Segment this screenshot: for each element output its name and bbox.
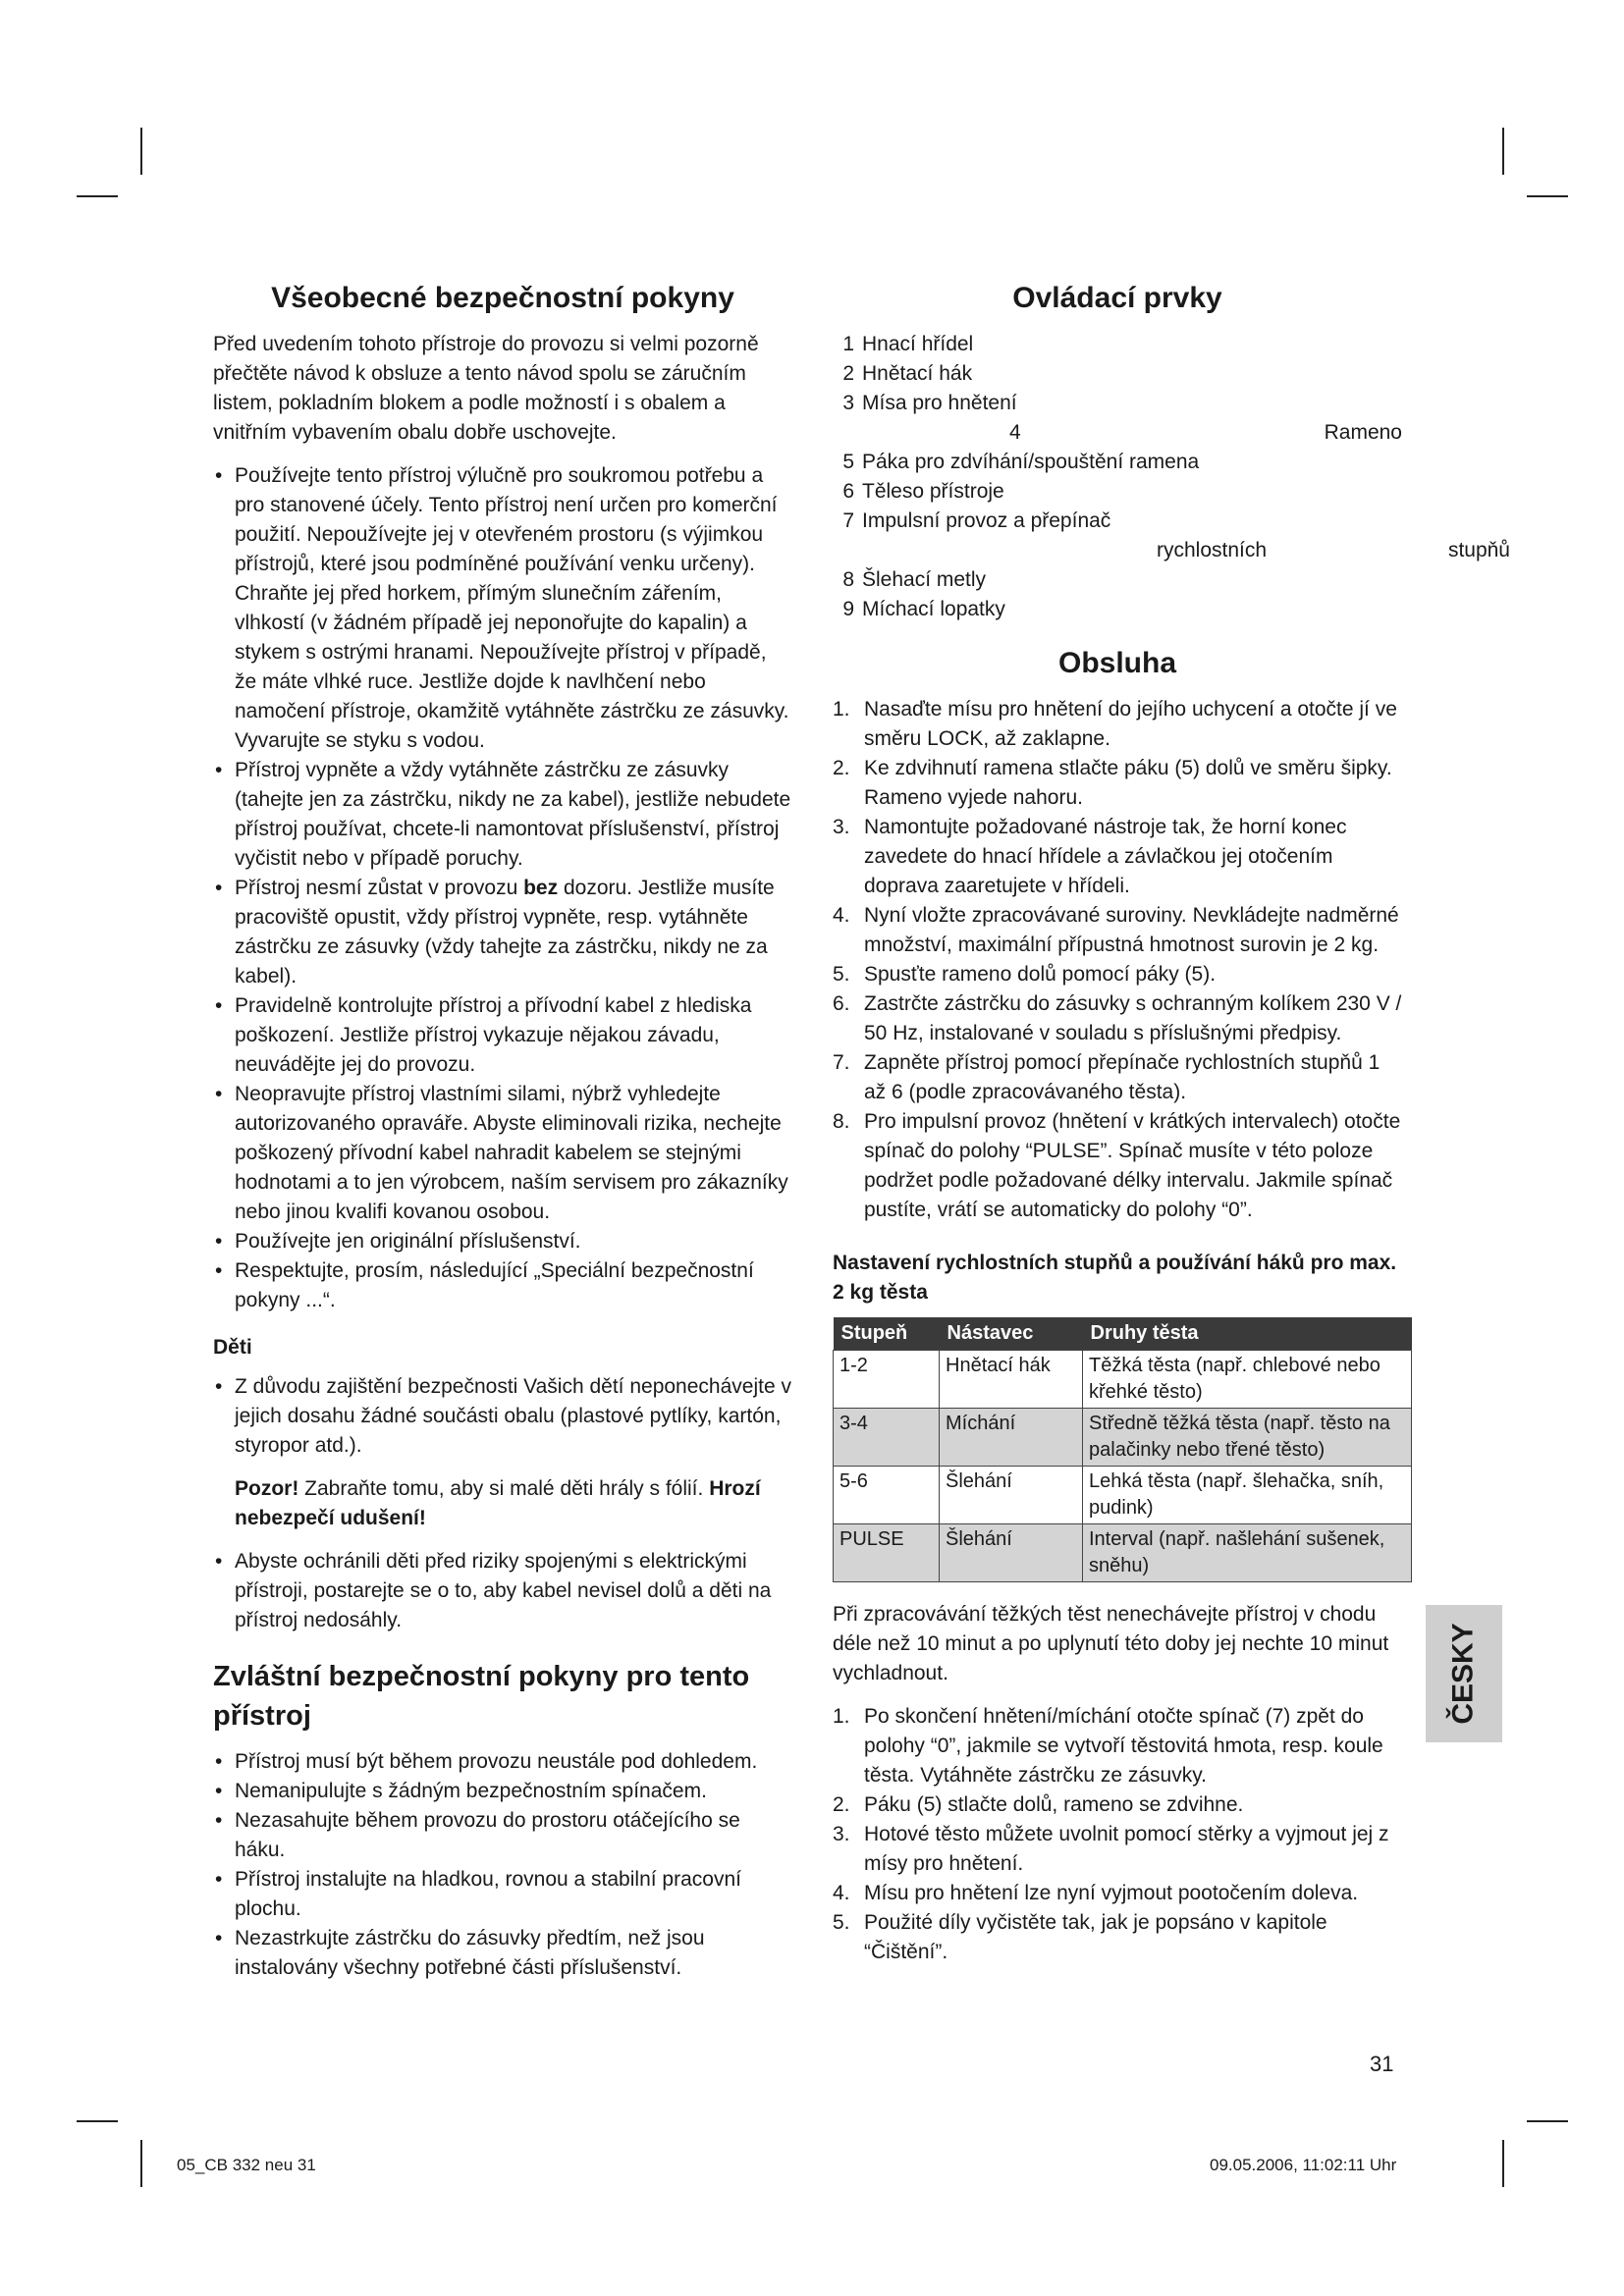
list-item: 5 Páka pro zdvíhání/spouštění ramena — [842, 451, 1200, 473]
list-item: 5. Spusťte rameno dolů pomocí páky (5). — [833, 963, 1217, 986]
table-cell: PULSE — [834, 1524, 940, 1582]
list-item: 3. Namontujte požadované nástroje tak, že horní konec zavedete do hnací hřídele a závlačkou jej otočením doprava zaaretujete v hřídeli. — [833, 816, 1347, 897]
special-safety-heading: Zvláštní bezpečnostní pokyny pro tento přístroj — [213, 1661, 750, 1732]
list-item: • Pravidelně kontrolujte přístroj a přívodní kabel z hlediska poškození. Jestliže přístroj vykazuje nějakou závadu, neuvádějte jej do provozu. — [213, 991, 792, 1080]
list-item: 7 Impulsní provoz a přepínač — [842, 509, 1111, 532]
controls-list — [833, 330, 1510, 624]
list-item: 6. Zastrčte zástrčku do zásuvky s ochranným kolíkem 230 V / 50 Hz, instalované v souladu s příslušnými předpisy. — [833, 992, 1402, 1044]
table-cell: Středně těžká těsta (např. těsto na palačinky nebo třené těsto) — [1083, 1409, 1412, 1467]
operation-steps — [833, 695, 1402, 1225]
general-bullets — [213, 461, 792, 1315]
list-item: 8. Pro impulsní provoz (hnětení v krátkých intervalech) otočte spínač do polohy “PULSE”. Spínač musíte v této poloze podržet podle požadované délky intervalu. Jakmile spínač pustíte, vrátí se automaticky do polohy “0”. — [833, 1110, 1401, 1221]
list-item: • Neopravujte přístroj vlastními silami, nýbrž vyhledejte autorizovaného opraváře. Abyste eliminovali rizika, nechejte poškozený přívodní kabel nahradit kabelem se stejnými hodnotami a to jen výrobcem, naším servisem pro zákazníky nebo jinou kvalifi kovanou osobou. — [213, 1080, 792, 1227]
controls-heading: Ovládací prvky — [1012, 282, 1222, 314]
list-item: • Přístroj vypněte a vždy vytáhněte zástrčku ze zásuvky (tahejte jen za zástrčku, nikdy ne za kabel), jestliže nebudete přístroj používat, chcete-li namontovat příslušenství, přístroj vyčistit nebo v případě poruchy. — [213, 756, 792, 874]
list-item: 6 Těleso přístroje — [842, 480, 1004, 503]
list-item: 3 Mísa pro hnětení — [842, 392, 1017, 414]
left-column — [213, 279, 792, 1997]
list-item: 5. Použité díly vyčistěte tak, jak je popsáno v kapitole “Čištění”. — [833, 1911, 1327, 1963]
table-header: Nástavec — [940, 1317, 1083, 1351]
table-cell: Hnětací hák — [940, 1351, 1083, 1409]
list-item: 2. Ke zdvihnutí ramena stlačte páku (5) dolů ve směru šipky. Rameno vyjede nahoru. — [833, 757, 1392, 809]
crop-mark — [1502, 2140, 1504, 2187]
list-item: • Přístroj instalujte na hladkou, rovnou a stabilní pracovní plochu. — [213, 1865, 792, 1924]
table-cell: Těžká těsta (např. chlebové nebo křehké těsto) — [1083, 1351, 1412, 1409]
list-item: 1 Hnací hřídel — [842, 333, 974, 355]
list-item: • Nemanipulujte s žádným bezpečnostním spínačem. — [213, 1777, 792, 1806]
table-cell: Šlehání — [940, 1524, 1083, 1582]
footer-timestamp: 09.05.2006, 11:02:11 Uhr — [1210, 2156, 1397, 2174]
page-number: 31 — [1370, 2052, 1394, 2076]
language-label: ČESKY — [1447, 1623, 1481, 1725]
table-cell: Míchání — [940, 1409, 1083, 1467]
list-item: • Používejte jen originální příslušenství. — [213, 1227, 792, 1256]
list-item: rychlostních stupňů — [1157, 539, 1510, 561]
crop-mark — [140, 128, 142, 175]
speed-settings-heading: Nastavení rychlostních stupňů a používání háků pro max. 2 kg těsta — [833, 1252, 1397, 1304]
list-item: 7. Zapněte přístroj pomocí přepínače rychlostních stupňů 1 až 6 (podle zpracovávaného těsta). — [833, 1051, 1380, 1103]
list-item: 4. Mísu pro hnětení lze nyní vyjmout pootočením doleva. — [833, 1882, 1359, 1904]
children-bullets — [213, 1372, 792, 1461]
list-item: • Přístroj musí být během provozu neustále pod dohledem. — [213, 1747, 792, 1777]
list-item: 2 Hnětací hák — [842, 362, 973, 385]
general-safety-heading: Všeobecné bezpečnostní pokyny — [271, 282, 734, 314]
table-row — [834, 1467, 1412, 1524]
general-intro: Před uvedením tohoto přístroje do provozu si velmi pozorně přečtěte návod k obsluze a tento návod spolu se záručním listem, pokladním blokem a podle možností i s obalem a vnitřním vybavením obalu dobře uschovejte. — [213, 333, 759, 444]
children-bullets-2 — [213, 1547, 792, 1635]
crop-mark — [140, 2140, 142, 2187]
speed-table — [833, 1317, 1412, 1582]
crop-mark — [1502, 128, 1504, 175]
special-bullets — [213, 1747, 792, 1983]
table-row — [834, 1409, 1412, 1467]
table-header: Stupeň — [834, 1317, 940, 1351]
list-item: 1. Po skončení hnětení/míchání otočte spínač (7) zpět do polohy “0”, jakmile se vytvoří těstovitá hmota, resp. koule těsta. Vytáhněte zástrčku ze zásuvky. — [833, 1705, 1383, 1787]
list-item: • Nezasahujte během provozu do prostoru otáčejícího se háku. — [213, 1806, 792, 1865]
crop-mark — [77, 195, 118, 197]
language-tab — [1426, 1605, 1502, 1742]
operation-heading: Obsluha — [1057, 647, 1176, 679]
crop-mark — [1527, 195, 1568, 197]
list-item: 9 Míchací lopatky — [842, 598, 1005, 620]
table-cell: 3-4 — [834, 1409, 940, 1467]
list-item: 8 Šlehací metly — [842, 568, 987, 591]
list-item: • Abyste ochránili děti před riziky spojenými s elektrickými přístroji, postarejte se o to, aby kabel nevisel dolů a děti na přístroj nedosáhly. — [213, 1547, 792, 1635]
table-cell: Lehká těsta (např. šlehačka, sníh, pudink) — [1083, 1467, 1412, 1524]
list-item: • Respektujte, prosím, následující „Speciální bezpečnostní pokyny ...“. — [213, 1256, 792, 1315]
list-item: • Používejte tento přístroj výlučně pro soukromou potřebu a pro stanovené účely. Tento přístroj není určen pro komerční použití. Nepoužívejte jej v otevřeném prostoru (s výjimkou přístrojů, které jsou podmíněné používání venku určeny). Chraňte jej před horkem, přímým slunečním zářením, vlhkostí (v žádném případě jej neponořujte do kapalin) a stykem s ostrými hranami. Nepoužívejte přístroj v případě, že máte vlhké ruce. Jestliže dojde k navlhčení nebo namočení přístroje, okamžitě vytáhněte zástrčku ze zásuvky. Vyvarujte se styku s vodou. — [213, 461, 792, 756]
table-cell: Šlehání — [940, 1467, 1083, 1524]
table-cell: Interval (např. našlehání sušenek, sněhu) — [1083, 1524, 1412, 1582]
cooling-note: Při zpracovávání těžkých těst nenechávejte přístroj v chodu déle než 10 minut a po uplynutí této doby jej nechte 10 minut vychladnout. — [833, 1603, 1389, 1684]
list-item: 1. Nasaďte mísu pro hnětení do jejího uchycení a otočte jí ve směru LOCK, až zaklapne. — [833, 698, 1397, 750]
table-header: Druhy těsta — [1083, 1317, 1412, 1351]
footer-file-info: 05_CB 332 neu 31 — [177, 2156, 316, 2174]
table-row — [834, 1524, 1412, 1582]
list-item: 2. Páku (5) stlačte dolů, rameno se zdvihne. — [833, 1793, 1244, 1816]
list-item: 4. Nyní vložte zpracovávané suroviny. Nevkládejte nadměrné množství, maximální přípustná hmotnost surovin je 2 kg. — [833, 904, 1399, 956]
table-row — [834, 1351, 1412, 1409]
list-item: • Z důvodu zajištění bezpečnosti Vašich dětí neponechávejte v jejich dosahu žádné součásti obalu (plastové pytlíky, kartón, styropor atd.). — [213, 1372, 792, 1461]
table-cell: 5-6 — [834, 1467, 940, 1524]
children-heading: Děti — [213, 1336, 252, 1359]
table-cell: 1-2 — [834, 1351, 940, 1409]
list-item: • Přístroj nesmí zůstat v provozu bez dozoru. Jestliže musíte pracoviště opustit, vždy přístroj vypněte, resp. vytáhněte zástrčku ze zásuvky (vždy tahejte za zástrčku, nikdy ne za kabel). — [213, 874, 792, 991]
final-steps — [833, 1702, 1402, 1967]
list-item: 4 Rameno — [1009, 421, 1402, 444]
list-item: • Nezastrkujte zástrčku do zásuvky předtím, než jsou instalovány všechny potřebné části příslušenství. — [213, 1924, 792, 1983]
suffocation-warning: Pozor! Zabraňte tomu, aby si malé děti hrály s fólií. Hrozí nebezpečí udušení! — [235, 1477, 761, 1529]
list-item: 3. Hotové těsto můžete uvolnit pomocí stěrky a vyjmout jej z mísy pro hnětení. — [833, 1823, 1389, 1875]
crop-mark — [1527, 2120, 1568, 2122]
crop-mark — [77, 2120, 118, 2122]
table-header-row — [834, 1317, 1412, 1351]
